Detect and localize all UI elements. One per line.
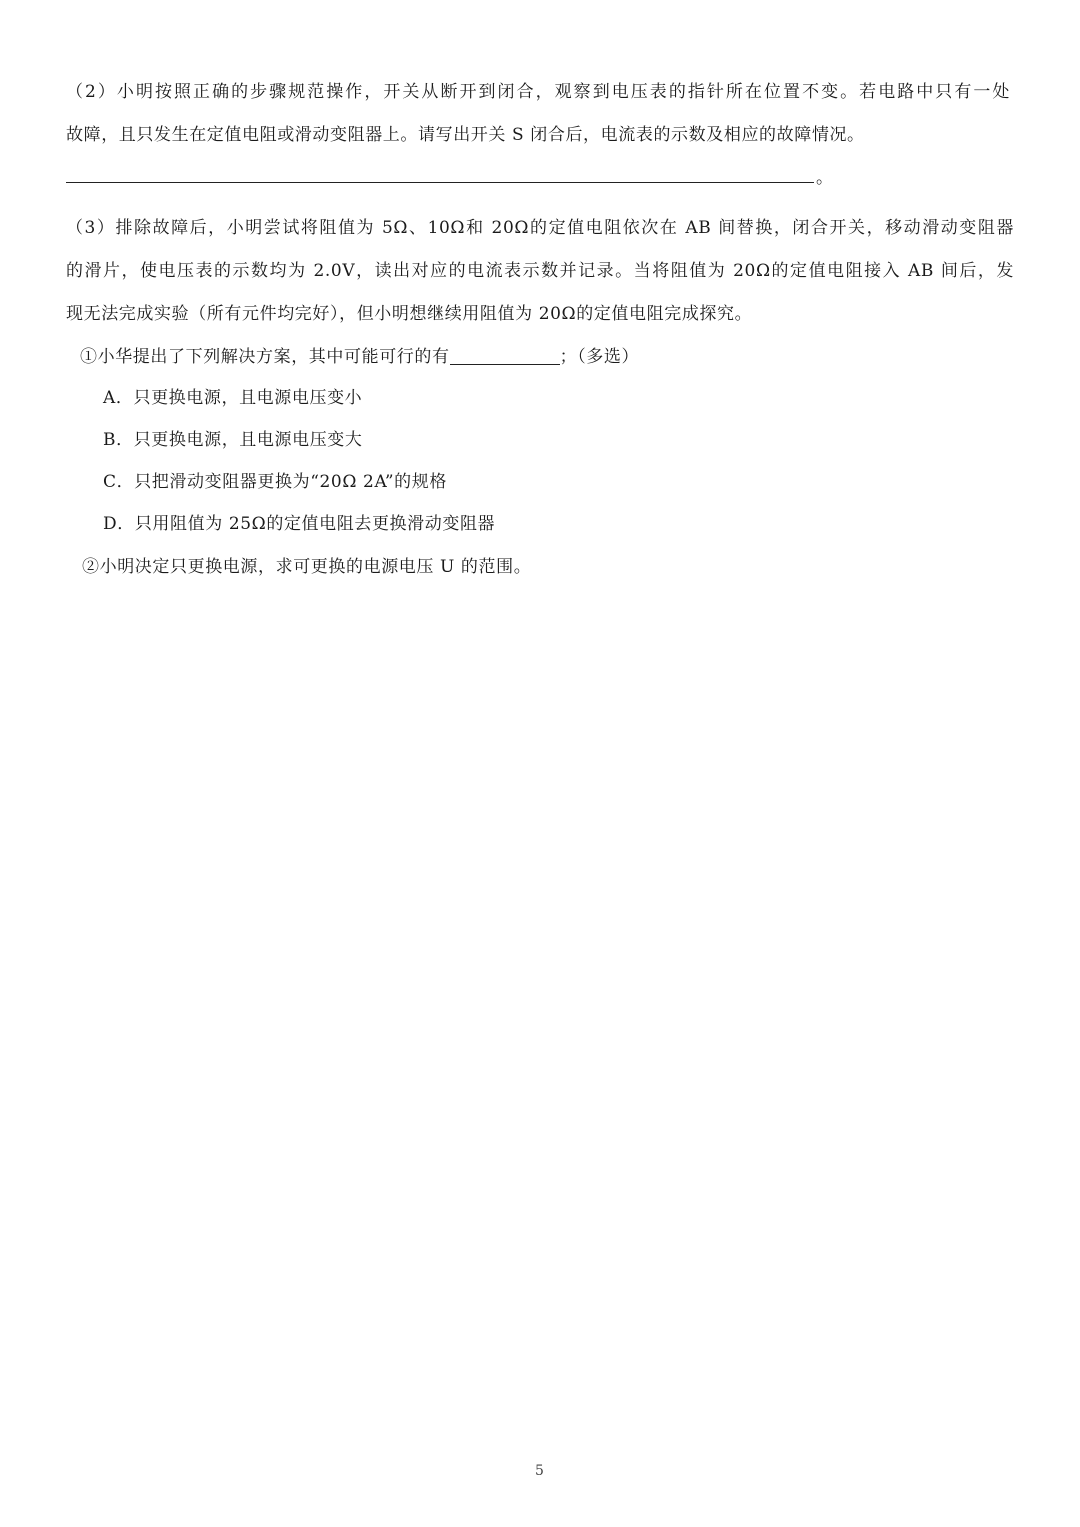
option-d: D．只用阻值为 25Ω的定值电阻去更换滑动变阻器 [103,514,496,534]
question-1-answer-blank[interactable] [450,346,560,365]
question-1-text: ①小华提出了下列解决方案，其中可能可行的有 [80,347,450,367]
part2-answer-period: 。 [816,168,834,188]
part2-line-1: （2）小明按照正确的步骤规范操作，开关从断开到闭合，观察到电压表的指针所在位置不变。若电路中只有一处 [66,82,1010,102]
page-number: 5 [535,1463,544,1479]
option-c: C．只把滑动变阻器更换为“20Ω 2A”的规格 [103,472,447,492]
question-2: ②小明决定只更换电源，求可更换的电源电压 U 的范围。 [82,557,532,577]
question-1-suffix: ；（多选） [559,347,640,367]
option-b: B．只更换电源，且电源电压变大 [103,430,363,450]
part2-line-2: 故障，且只发生在定值电阻或滑动变阻器上。请写出开关 S 闭合后，电流表的示数及相应的故障情况。 [66,125,865,145]
option-a: A．只更换电源，且电源电压变小 [103,388,363,408]
part3-line-1: （3）排除故障后，小明尝试将阻值为 5Ω、10Ω和 20Ω的定值电阻依次在 AB 间替换，闭合开关，移动滑动变阻器 [66,218,1014,238]
part3-line-3: 现无法完成实验（所有元件均完好），但小明想继续用阻值为 20Ω的定值电阻完成探究。 [66,304,753,324]
part3-line-2: 的滑片，使电压表的示数均为 2.0V，读出对应的电流表示数并记录。当将阻值为 20Ω的定值电阻接入 AB 间后，发 [66,261,1014,281]
question-1 [80,345,639,369]
part2-answer-line[interactable] [66,182,814,183]
